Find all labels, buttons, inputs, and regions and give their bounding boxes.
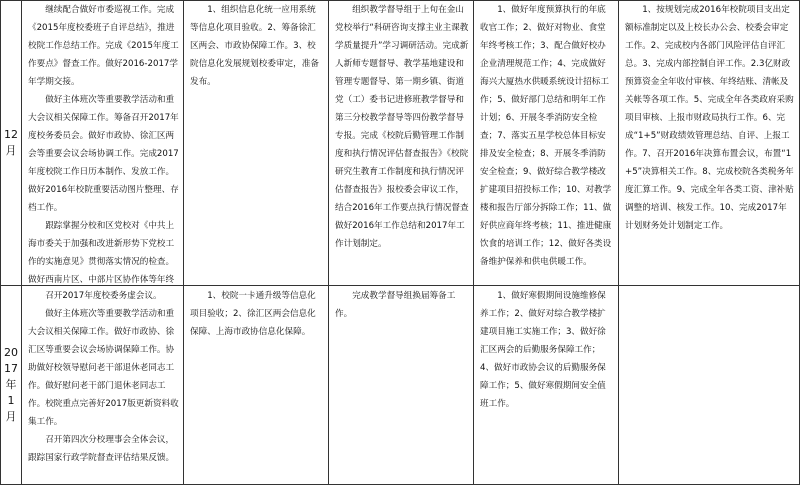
- table-cell: [619, 286, 800, 485]
- table-cell: [474, 0, 619, 286]
- cell-paragraph: 做好主体班次等重要教学活动和重大会议相关保障工作。做好市政协、徐汇区等重要会议会场协调保障工作。协助做好校领导慰问老干部退休老同志工作。做好慰问老干部门退休老同志工作。校院重点完善好2017版更新资料收集工作。: [28, 309, 179, 427]
- cell-paragraph: 召开第四次分校理事会全体会议，跟踪国家行政学院督查评估结果反馈。: [28, 435, 175, 463]
- table-cell: [329, 0, 474, 286]
- cell-paragraph: 继续配合做好市委巡视工作。完成《2015年度校委班子自评总结》，推进校院工作总结工作。完成《2015年度工作要点》督查工作。做好2016-2017学年学期交接。: [28, 5, 179, 87]
- cell-paragraph: 完成教学督导组换届筹备工作。: [335, 291, 456, 319]
- table-cell: [619, 0, 800, 286]
- cell-paragraph: 组织教学督导组于上旬在金山党校举行“科研咨询支撑主业主课教学质量提升”学习调研活动。完成新人新师专题督导、教学基地建设和管理专题督导、第一期乡镇、街道党（工）委书记进修班教学督导和第三分校教学督导等四份教学督导专报。完成《校院后勤管理工作制度和执行情况评估督查报告》《校院研究生教育工作制度和执行情况评估督查报告》报校委会审议工作，结合2016年工作要点执行情况督查做好2016年工作总结和2017年工作计划制定。: [335, 5, 469, 249]
- cell-paragraph: 1、组织信息化统一应用系统等信息化项目验收。2、筹备徐汇区两会、市政协保障工作。3、校院信息化发展规划校委审定，准备发布。: [190, 5, 319, 87]
- table-cell: [22, 0, 184, 286]
- cell-paragraph: 跟踪掌握分校和区党校对《中共上海市委关于加强和改进新形势下党校工作的实施意见》贯彻落实情况的检查。做好西南片区、中部片区协作体等年终: [28, 221, 175, 285]
- cell-paragraph: 1、做好寒假期间设施维修保养工作；2、做好对综合教学楼扩建项目施工实施工作；3、做好徐汇区两会的后勤服务保障工作；4、做好市政协会议的后勤服务保障工作；5、做好寒假期间安全值班工作。: [480, 291, 606, 409]
- table-cell: [474, 286, 619, 485]
- month-label: 2017年1月: [0, 286, 22, 485]
- cell-paragraph: 召开2017年度校委务虚会议。: [45, 291, 162, 301]
- cell-paragraph: 做好主体班次等重要教学活动和重大会议相关保障工作。筹备召开2017年度校务委员会。做好市政协、徐汇区两会等重要会议会场协调工作。完成2017年度校院工作日历本制作、发放工作。做好2016年校院重要活动图片整理、存档工作。: [28, 95, 179, 213]
- cell-paragraph: 1、校院一卡通升级等信息化项目验收；2、徐汇区两会信息化保障、上海市政协信息化保障。: [190, 291, 316, 337]
- month-label: 12月: [0, 0, 22, 286]
- table-cell: [184, 0, 329, 286]
- table-cell: [22, 286, 184, 485]
- table-cell: [184, 286, 329, 485]
- cell-paragraph: 1、做好年度预算执行的年底收官工作；2、做好对物业、食堂年终考核工作；3、配合做好校办企业清理规范工作；4、完成做好海兴大厦热水供暖系统设计招标工作；5、做好部门总结和明年工作计划；6、开展冬季消防安全检查；7、落实五星学校总体目标安排及安全检查；8、开展冬季消防安全检查；9、做好综合教学楼改扩建项目招投标工作；10、对教学楼和报告厅部分拆除工作；11、做好供应商年终考核；11、推进健康饮食的培训工作；12、做好各类设备维护保养和供电供暖工作。: [480, 5, 612, 267]
- cell-paragraph: 1、按规划完成2016年校院项目支出定额标准制定以及上校长办公会、校委会审定工作。2、完成校内各部门风险评估自评汇总。3、完成内部控制自评工作。2.3亿财政预算资金全年收付审核、年终结账、清帐及关帐等各项工作。5、完成全年各类政府采购项目审核、上报市财政局执行工作。6、完成“1+5”财政绩效管理总结、自评、上报工作。7、召开2016年决算布置会议，布置“1+5”决算相关工作。8、完成校院各类税务年度汇算工作。9、完成全年各类工资、津补贴调整的培训、核发工作。10、完成2017年计划财务处计划制定工作。: [625, 5, 794, 231]
- table-cell: [329, 286, 474, 485]
